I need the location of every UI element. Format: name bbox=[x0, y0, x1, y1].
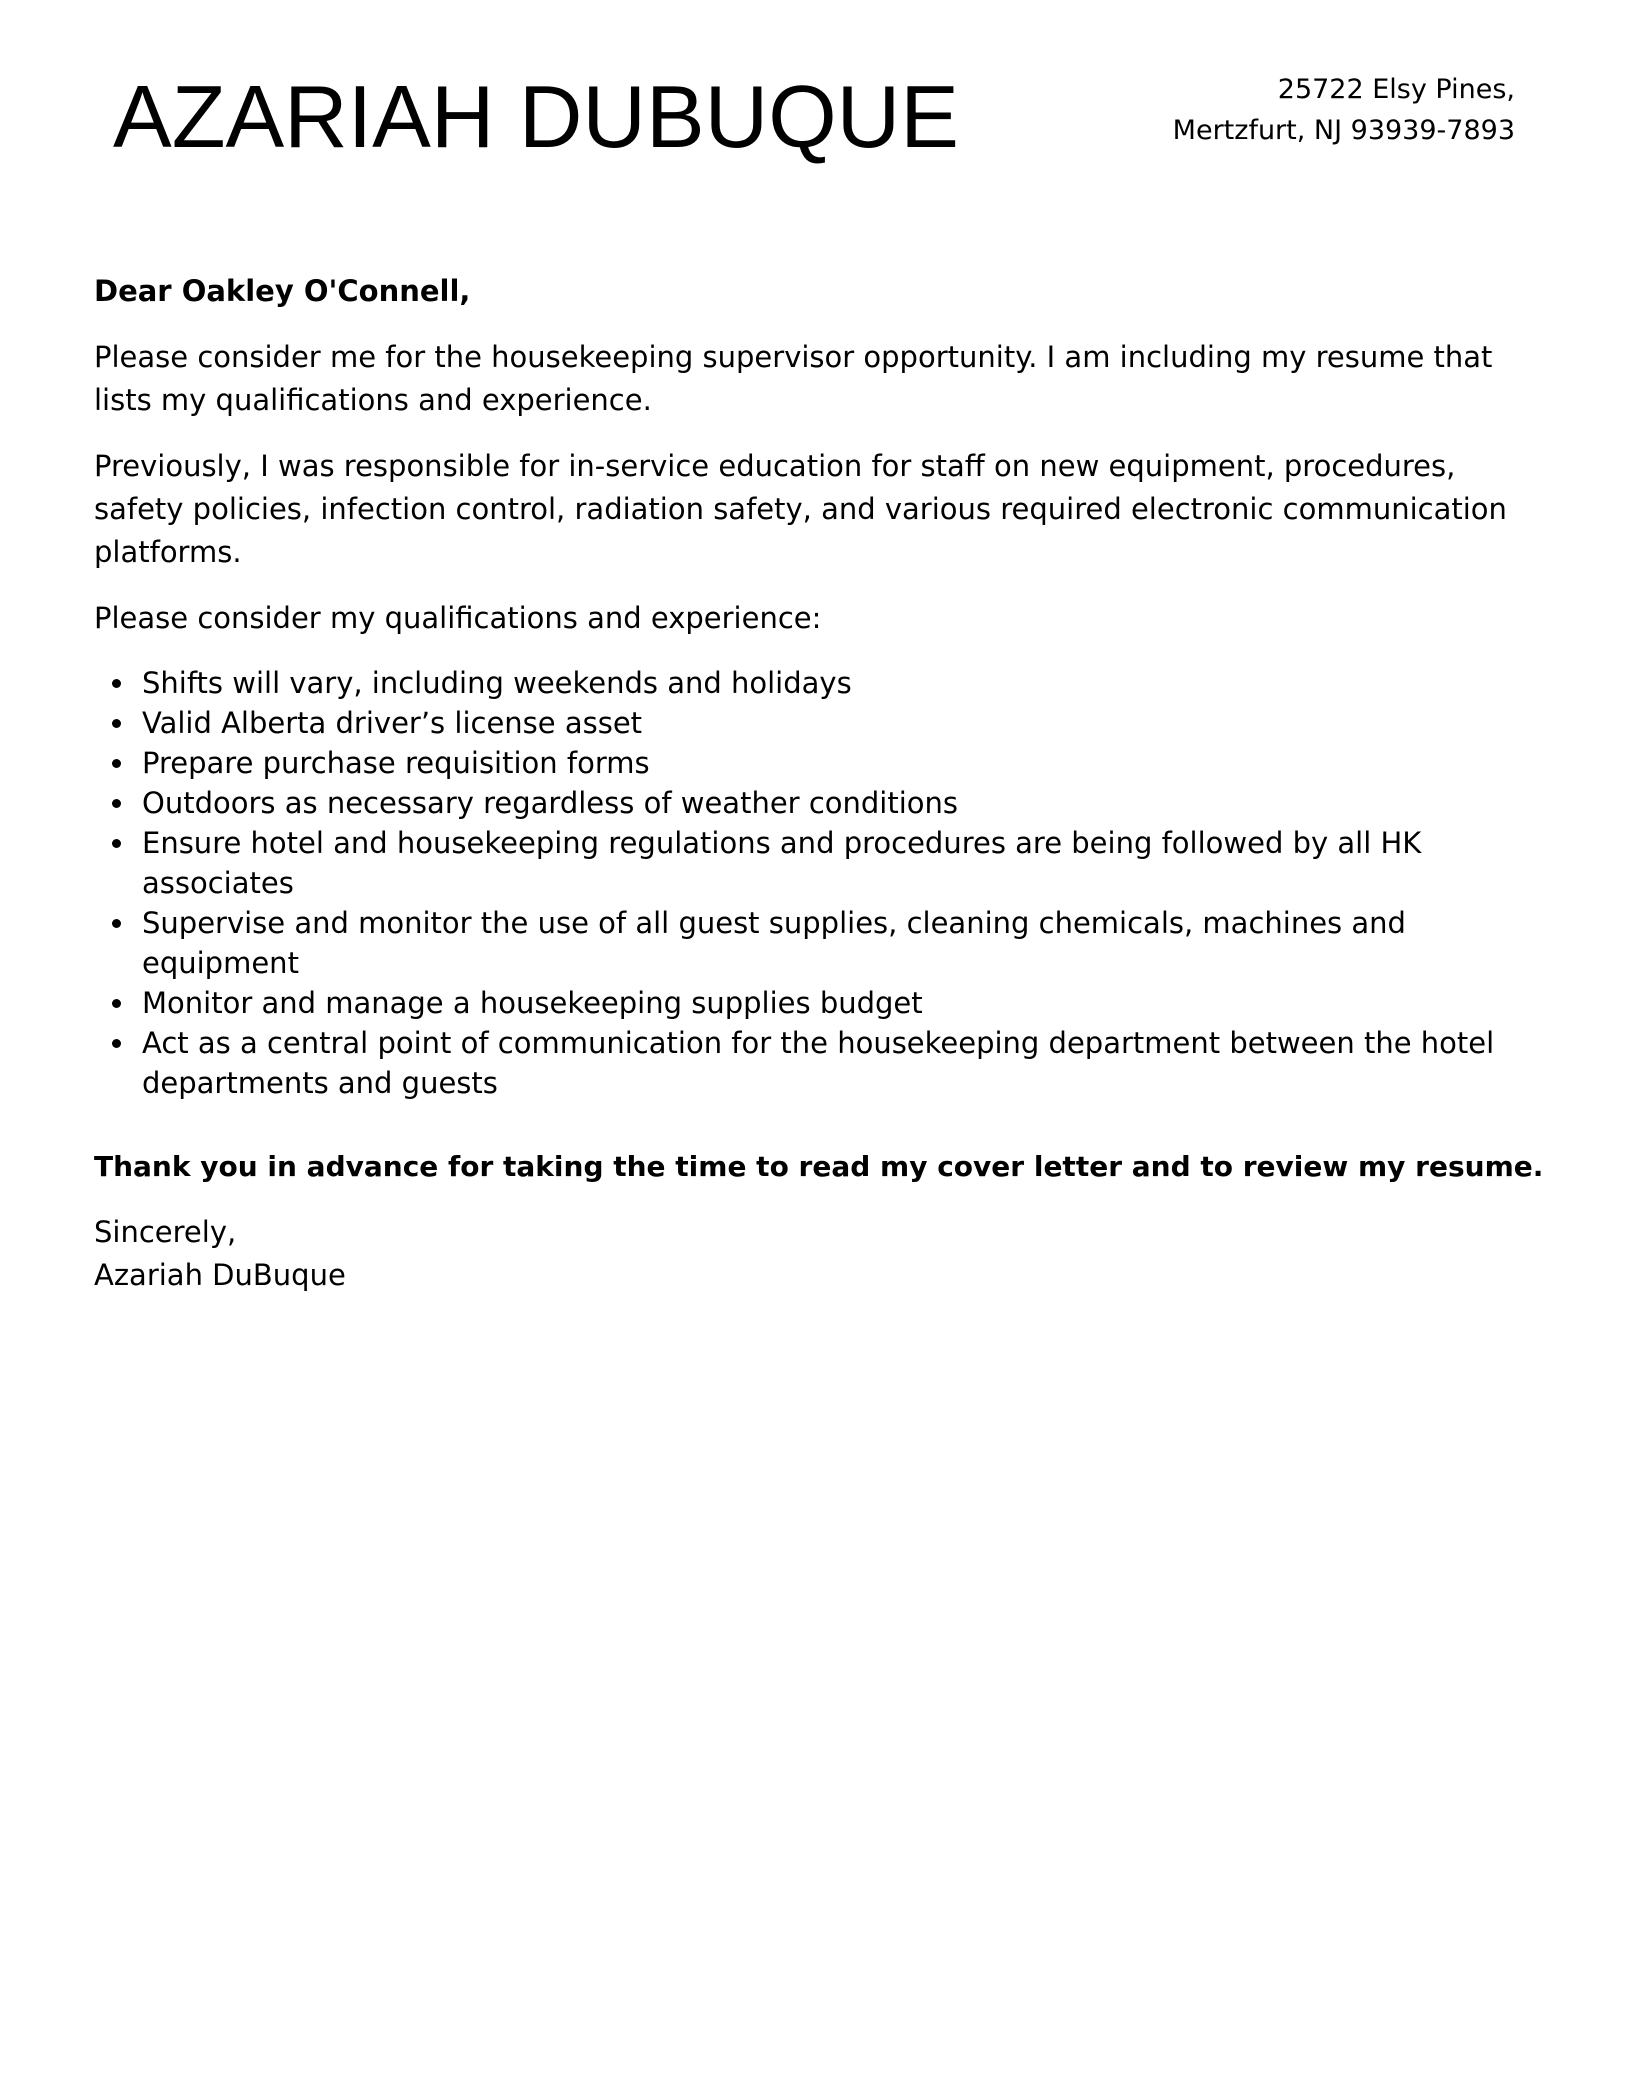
list-item: Supervise and monitor the use of all guest supplies, cleaning chemicals, machines and equipment bbox=[142, 903, 1544, 983]
list-item: Ensure hotel and housekeeping regulations and procedures are being followed by all HK associates bbox=[142, 823, 1544, 903]
list-item: Monitor and manage a housekeeping supplies budget bbox=[142, 983, 1544, 1023]
greeting: Dear Oakley O'Connell, bbox=[94, 274, 471, 308]
letter-body bbox=[94, 270, 1544, 1297]
list-item: Valid Alberta driver’s license asset bbox=[142, 703, 1544, 743]
signoff-block bbox=[94, 1211, 1544, 1297]
closing-thanks: Thank you in advance for taking the time to read my cover letter and to review my resume. bbox=[94, 1150, 1544, 1183]
list-item: Shifts will vary, including weekends and holidays bbox=[142, 663, 1544, 703]
qualifications-list bbox=[94, 663, 1544, 1103]
applicant-address bbox=[1173, 69, 1515, 151]
signoff-text: Sincerely, bbox=[94, 1215, 237, 1249]
intro-paragraph: Please consider me for the housekeeping supervisor opportunity. I am including my resume that lists my qualifications and experience. bbox=[94, 340, 1493, 417]
list-item: Prepare purchase requisition forms bbox=[142, 743, 1544, 783]
signature-name: Azariah DuBuque bbox=[94, 1258, 346, 1292]
address-line-1: 25722 Elsy Pines, bbox=[1277, 74, 1515, 105]
list-item: Outdoors as necessary regardless of weather conditions bbox=[142, 783, 1544, 823]
address-line-2: Mertzfurt, NJ 93939-7893 bbox=[1172, 115, 1515, 146]
applicant-name-heading: AZARIAH DUBUQUE bbox=[113, 67, 959, 166]
qualifications-intro: Please consider my qualifications and experience: bbox=[94, 601, 822, 635]
list-item: Act as a central point of communication for the housekeeping department between the hotel departments and guests bbox=[142, 1023, 1544, 1103]
experience-paragraph: Previously, I was responsible for in-service education for staff on new equipment, procedures, safety policies, infection control, radiation safety, and various required electronic communication platforms. bbox=[94, 449, 1507, 569]
